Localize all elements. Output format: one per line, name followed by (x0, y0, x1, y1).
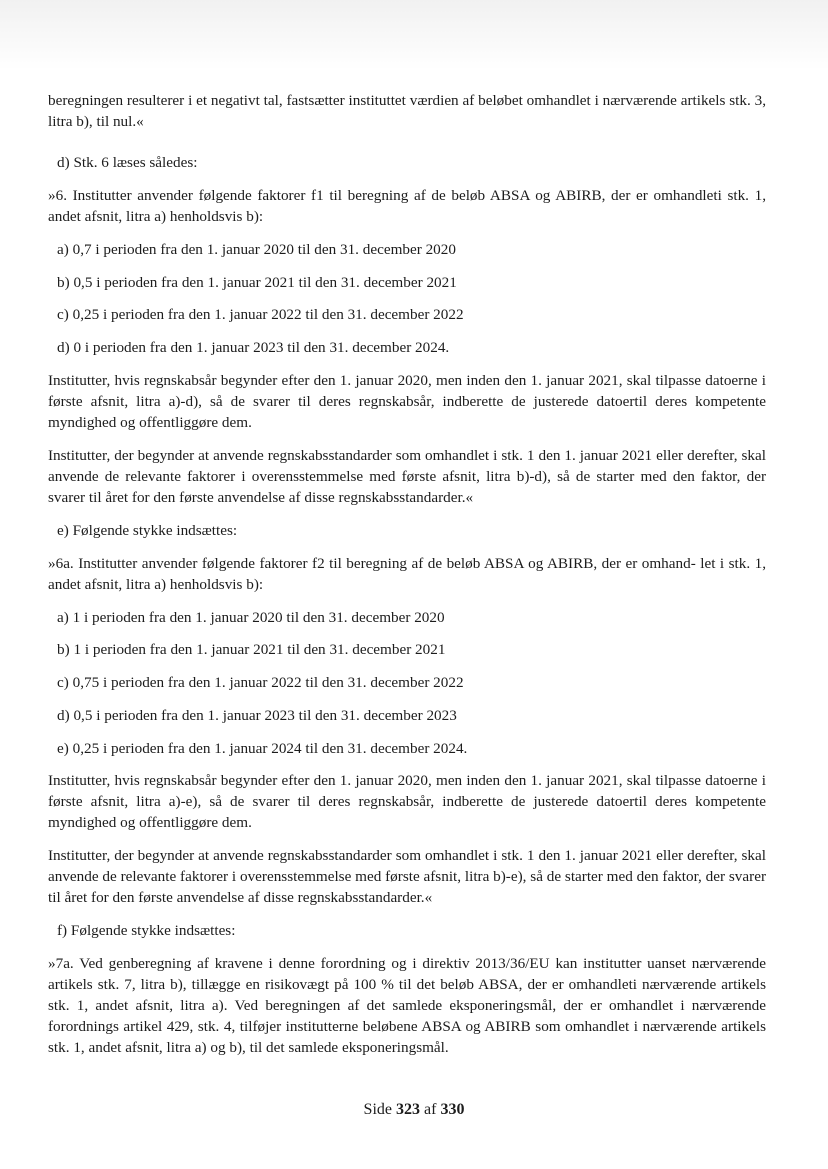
paragraph-institutes-1: Institutter, hvis regnskabsår begynder efter den 1. januar 2020, men inden den 1. januar 2021, skal tilpasse datoerne i første afsnit, litra a)-d), så de svarer til deres regnskabsår, indberette de justerede datoertil deres kompetente myndighed og offentliggøre dem. (48, 371, 766, 431)
list-item: c) 0,75 i perioden fra den 1. januar 2022 til den 31. december 2022 (57, 674, 464, 692)
paragraph-6: »6. Institutter anvender følgende faktorer f1 til beregning af de beløb ABSA og ABIRB, der er omhandleti stk. 1, andet afsnit, litra a) henholdsvis b): (48, 187, 766, 225)
section-d-heading: d) Stk. 6 læses således: (57, 154, 198, 171)
page-total: 330 (440, 1101, 465, 1118)
paragraph-7a: »7a. Ved genberegning af kravene i denne forordning og i direktiv 2013/36/EU kan institutter uanset nærværende artikels stk. 7, litra b), tillægge en risikovægt på 100 % til det beløb ABSA, der er omhandleti nærværende artikels stk. 1, andet afsnit, litra a). Ved beregningen af det samlede eksponeringsmål, der er omhandlet i nærværende forordnings artikel 429, stk. 4, tilføjer institutterne beløbene ABSA og ABIRB som omhandlet i nærværende artikels stk. 1, andet afsnit, litra a) og b), til det samlede eksponeringsmål. (48, 955, 766, 1057)
footer-prefix: Side (363, 1101, 392, 1118)
footer-sep: af (424, 1101, 437, 1118)
list-item: a) 0,7 i perioden fra den 1. januar 2020 til den 31. december 2020 (57, 241, 456, 258)
list-item: b) 0,5 i perioden fra den 1. januar 2021 til den 31. december 2021 (57, 273, 457, 291)
paragraph-institutes-3: Institutter, hvis regnskabsår begynder efter den 1. januar 2020, men inden den 1. januar 2021, skal tilpasse datoerne i første afsnit, litra a)-e), så de svarer til deres regnskabsår, indberette de justerede datoertil deres kompetente myndighed og offentliggøre dem. (48, 772, 766, 832)
list-item: a) 1 i perioden fra den 1. januar 2020 til den 31. december 2020 (57, 608, 445, 626)
paragraph-institutes-4: Institutter, der begynder at anvende regnskabsstandarder som omhandlet i stk. 1 den 1. januar 2021 eller derefter, skal anvende de relevante faktorer i overensstemmelse med første afsnit, litra b)-e), så de starter med den faktor, der svarer til året for den første anvendelse af disse regnskabsstandarder.« (48, 847, 766, 907)
factor-f2-list (48, 607, 766, 759)
list-item: d) 0 i perioden fra den 1. januar 2023 til den 31. december 2024. (57, 339, 450, 357)
scan-shadow (0, 0, 828, 70)
list-item: c) 0,25 i perioden fra den 1. januar 2022 til den 31. december 2022 (57, 306, 464, 324)
document-body (48, 90, 766, 1070)
section-e-heading: e) Følgende stykke indsættes: (57, 521, 238, 539)
section-f-heading: f) Følgende stykke indsættes: (57, 922, 236, 940)
list-item: b) 1 i perioden fra den 1. januar 2021 til den 31. december 2021 (57, 641, 446, 659)
factor-f1-list (48, 239, 766, 358)
page-footer (0, 1101, 828, 1119)
page-number: 323 (396, 1101, 420, 1118)
list-item: e) 0,25 i perioden fra den 1. januar 2024 til den 31. december 2024. (57, 739, 468, 757)
paragraph-institutes-2: Institutter, der begynder at anvende regnskabsstandarder som omhandlet i stk. 1 den 1. januar 2021 eller derefter, skal anvende de relevante faktorer i overensstemmelse med første afsnit, litra b)-d), så de starter med den faktor, der svarer til året for den første anvendelse af disse regnskabsstandarder.« (48, 446, 766, 506)
list-item: d) 0,5 i perioden fra den 1. januar 2023 til den 31. december 2023 (57, 706, 457, 724)
paragraph-6a: »6a. Institutter anvender følgende faktorer f2 til beregning af de beløb ABSA og ABIRB, der er omhand- let i stk. 1, andet afsnit, litra a) henholdsvis b): (48, 554, 766, 593)
paragraph-continuation: beregningen resulterer i et negativt tal, fastsætter instituttet værdien af beløbet omhandlet i nærværende artikels stk. 3, litra b), til nul.« (48, 92, 766, 130)
